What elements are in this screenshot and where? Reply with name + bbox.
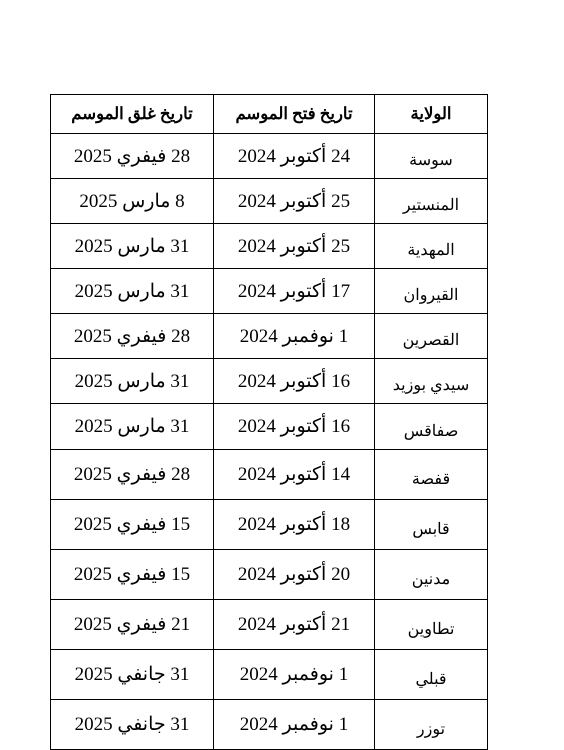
cell-open-date: 24 أكتوبر 2024 — [214, 134, 375, 179]
cell-close-date: 21 فيفري 2025 — [51, 600, 214, 650]
cell-close-date: 31 مارس 2025 — [51, 404, 214, 450]
cell-wilaya: توزر — [375, 700, 488, 750]
cell-close-date: 28 فيفري 2025 — [51, 450, 214, 500]
cell-close-date: 31 جانفي 2025 — [51, 650, 214, 700]
table-row — [51, 650, 488, 700]
cell-open-date: 25 أكتوبر 2024 — [214, 224, 375, 269]
cell-wilaya: المهدية — [375, 224, 488, 269]
table-row — [51, 359, 488, 404]
cell-close-date: 15 فيفري 2025 — [51, 550, 214, 600]
cell-close-date: 28 فيفري 2025 — [51, 134, 214, 179]
table-row — [51, 450, 488, 500]
cell-close-date: 31 مارس 2025 — [51, 224, 214, 269]
cell-wilaya: قابس — [375, 500, 488, 550]
cell-open-date: 1 نوفمبر 2024 — [214, 700, 375, 750]
cell-open-date: 17 أكتوبر 2024 — [214, 269, 375, 314]
table-row — [51, 500, 488, 550]
table-row — [51, 700, 488, 750]
cell-close-date: 15 فيفري 2025 — [51, 500, 214, 550]
cell-wilaya: مدنين — [375, 550, 488, 600]
cell-wilaya: سيدي بوزيد — [375, 359, 488, 404]
header-row — [51, 95, 488, 134]
cell-wilaya: صفاقس — [375, 404, 488, 450]
cell-close-date: 28 فيفري 2025 — [51, 314, 214, 359]
cell-close-date: 8 مارس 2025 — [51, 179, 214, 224]
table-row — [51, 179, 488, 224]
cell-open-date: 1 نوفمبر 2024 — [214, 650, 375, 700]
cell-open-date: 20 أكتوبر 2024 — [214, 550, 375, 600]
header-close-date: تاريخ غلق الموسم — [51, 95, 214, 134]
cell-open-date: 18 أكتوبر 2024 — [214, 500, 375, 550]
cell-wilaya: قفصة — [375, 450, 488, 500]
cell-open-date: 16 أكتوبر 2024 — [214, 359, 375, 404]
table-row — [51, 269, 488, 314]
cell-open-date: 16 أكتوبر 2024 — [214, 404, 375, 450]
table-row — [51, 224, 488, 269]
cell-wilaya: تطاوين — [375, 600, 488, 650]
cell-close-date: 31 جانفي 2025 — [51, 700, 214, 750]
cell-wilaya: القيروان — [375, 269, 488, 314]
cell-open-date: 25 أكتوبر 2024 — [214, 179, 375, 224]
header-wilaya: الولاية — [375, 95, 488, 134]
table-row — [51, 600, 488, 650]
table-row — [51, 550, 488, 600]
table-row — [51, 314, 488, 359]
cell-close-date: 31 مارس 2025 — [51, 269, 214, 314]
cell-close-date: 31 مارس 2025 — [51, 359, 214, 404]
season-dates-table — [50, 94, 488, 750]
table-body — [51, 134, 488, 750]
cell-wilaya: قبلي — [375, 650, 488, 700]
cell-wilaya: سوسة — [375, 134, 488, 179]
cell-wilaya: القصرين — [375, 314, 488, 359]
cell-open-date: 14 أكتوبر 2024 — [214, 450, 375, 500]
header-open-date: تاريخ فتح الموسم — [214, 95, 375, 134]
cell-open-date: 21 أكتوبر 2024 — [214, 600, 375, 650]
cell-open-date: 1 نوفمبر 2024 — [214, 314, 375, 359]
table-row — [51, 404, 488, 450]
table-row — [51, 134, 488, 179]
table-header — [51, 95, 488, 134]
cell-wilaya: المنستير — [375, 179, 488, 224]
